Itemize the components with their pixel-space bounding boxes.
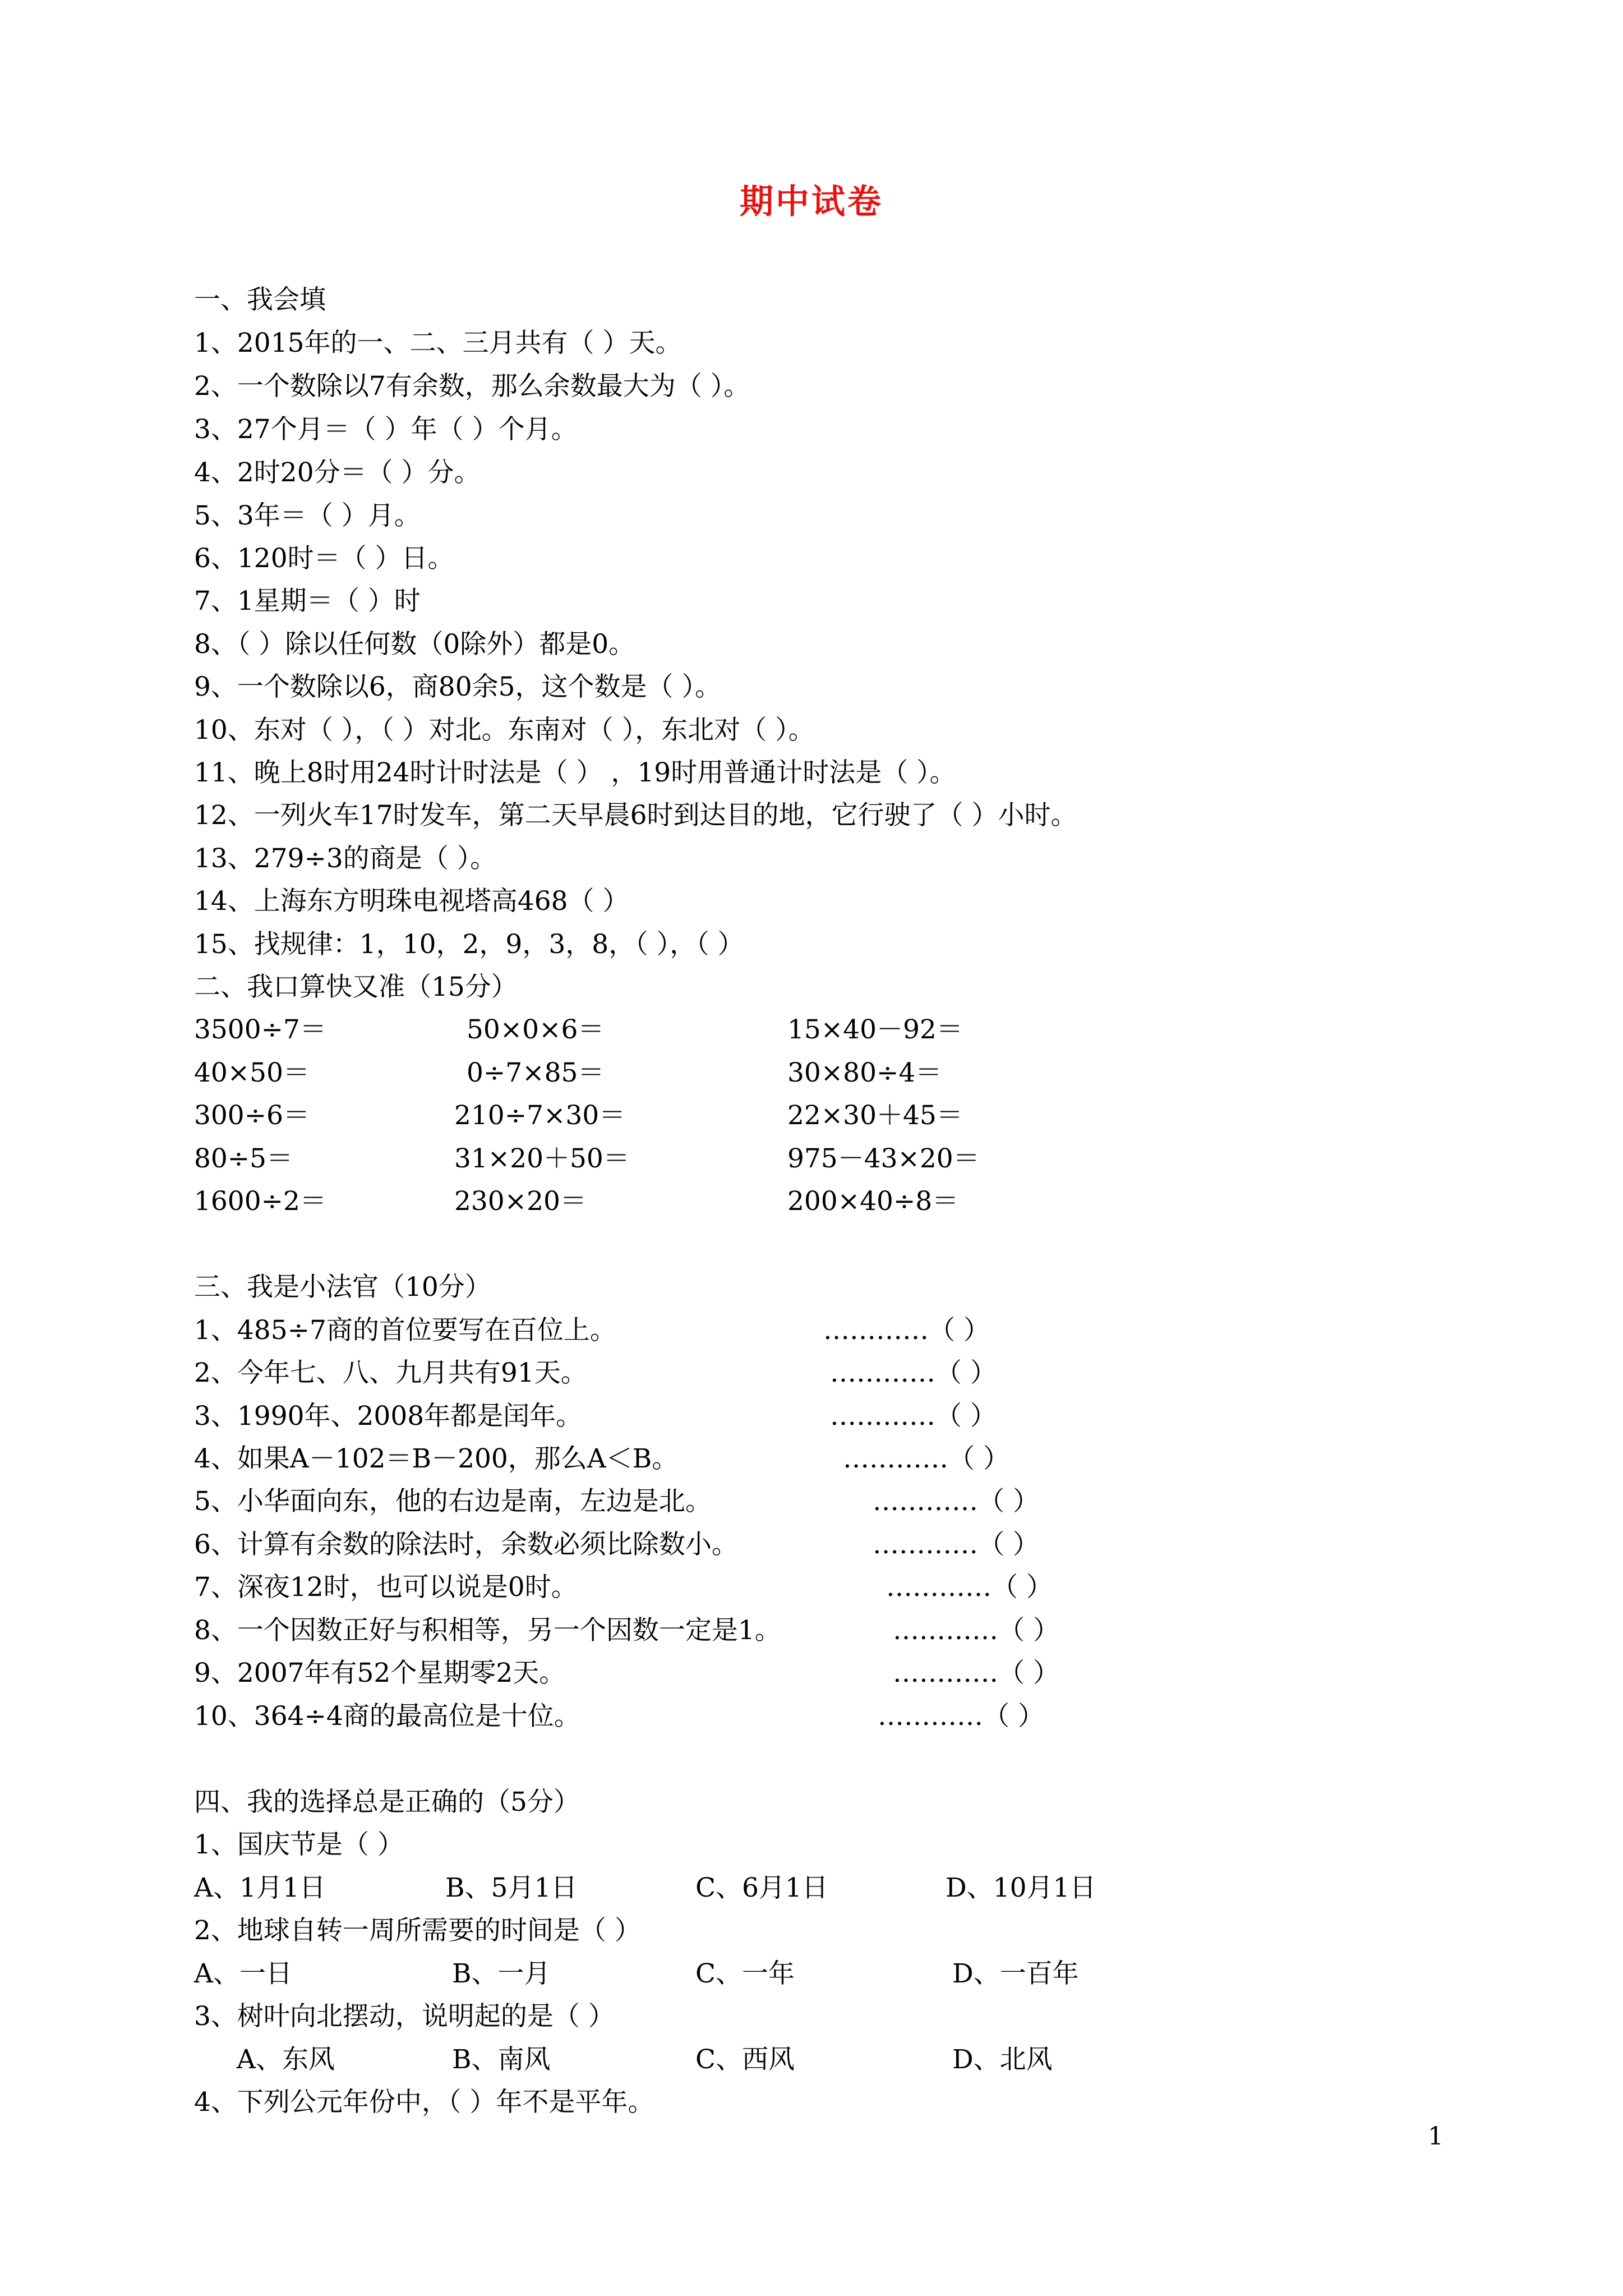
choice-question: 3、树叶向北摆动，说明起的是（ ） <box>194 2001 615 2032</box>
oral-calc-item: 31×20＋50＝ <box>454 1143 630 1174</box>
oral-calc-item: 15×40－92＝ <box>787 1014 963 1045</box>
oral-calc-item: 3500÷7＝ <box>194 1014 326 1045</box>
choice-option: C、一年 <box>695 1958 795 1989</box>
section1-item: 13、279÷3的商是（ ）。 <box>194 843 497 874</box>
choice-option: A、东风 <box>237 2044 335 2075</box>
judge-item: 5、小华面向东，他的右边是南，左边是北。 <box>194 1486 712 1517</box>
section1-item: 8、（ ）除以任何数（0除外）都是0。 <box>194 629 635 660</box>
judge-item: 4、如果A－102＝B－200，那么A＜B。 <box>194 1443 679 1474</box>
judge-item: 1、485÷7商的首位要写在百位上。 <box>194 1315 616 1346</box>
oral-calc-item: 40×50＝ <box>194 1057 310 1088</box>
section1-item: 12、一列火车17时发车，第二天早晨6时到达目的地，它行驶了（ ）小时。 <box>194 800 1077 831</box>
judge-answer-blank: …………（ ） <box>830 1358 997 1388</box>
choice-option: A、1月1日 <box>194 1872 326 1903</box>
section1-item: 1、2015年的一、二、三月共有（ ）天。 <box>194 328 682 358</box>
oral-calc-item: 0÷7×85＝ <box>467 1057 605 1088</box>
section1-item: 6、120时＝（ ）日。 <box>194 543 454 574</box>
judge-answer-blank: …………（ ） <box>823 1315 990 1346</box>
judge-item: 7、深夜12时，也可以说是0时。 <box>194 1572 578 1603</box>
judge-item: 2、今年七、八、九月共有91天。 <box>194 1358 587 1388</box>
choice-option: D、一百年 <box>952 1958 1079 1989</box>
section1-item: 10、东对（ ），（ ）对北。东南对（ ），东北对（ ）。 <box>194 715 815 746</box>
choice-option: C、6月1日 <box>695 1872 828 1903</box>
page-number: 1 <box>1428 2122 1444 2151</box>
page-title: 期中试卷 <box>740 182 883 222</box>
choice-option: B、南风 <box>452 2044 551 2075</box>
choice-option: B、5月1日 <box>445 1872 578 1903</box>
judge-answer-blank: …………（ ） <box>893 1615 1059 1646</box>
section2-heading: 二、我口算快又准（15分） <box>194 972 518 1002</box>
judge-answer-blank: …………（ ） <box>873 1486 1039 1517</box>
oral-calc-item: 210÷7×30＝ <box>454 1100 626 1131</box>
judge-item: 8、一个因数正好与积相等，另一个因数一定是1。 <box>194 1615 781 1646</box>
oral-calc-item: 1600÷2＝ <box>194 1186 326 1217</box>
judge-answer-blank: …………（ ） <box>893 1658 1059 1688</box>
oral-calc-item: 30×80÷4＝ <box>787 1057 942 1088</box>
judge-answer-blank: …………（ ） <box>873 1529 1039 1560</box>
choice-option: C、西风 <box>695 2044 795 2075</box>
choice-question: 2、地球自转一周所需要的时间是（ ） <box>194 1915 641 1946</box>
oral-calc-item: 80÷5＝ <box>194 1143 293 1174</box>
choice-question: 1、国庆节是（ ） <box>194 1829 404 1860</box>
oral-calc-item: 50×0×6＝ <box>467 1014 605 1045</box>
judge-answer-blank: …………（ ） <box>830 1401 997 1432</box>
judge-item: 6、计算有余数的除法时，余数必须比除数小。 <box>194 1529 738 1560</box>
judge-item: 10、364÷4商的最高位是十位。 <box>194 1701 580 1732</box>
judge-item: 3、1990年、2008年都是闰年。 <box>194 1401 583 1432</box>
choice-option: D、北风 <box>952 2044 1053 2075</box>
section1-item: 14、上海东方明珠电视塔高468（ ） <box>194 886 629 917</box>
section1-item: 9、一个数除以6，商80余5，这个数是（ ）。 <box>194 671 721 702</box>
oral-calc-item: 975－43×20＝ <box>787 1143 980 1174</box>
oral-calc-item: 300÷6＝ <box>194 1100 310 1131</box>
judge-item: 9、2007年有52个星期零2天。 <box>194 1658 566 1688</box>
section1-heading: 一、我会填 <box>194 284 326 315</box>
section1-item: 7、1星期＝（ ）时 <box>194 586 421 616</box>
oral-calc-item: 230×20＝ <box>454 1186 587 1217</box>
choice-option: D、10月1日 <box>946 1872 1096 1903</box>
judge-answer-blank: …………（ ） <box>886 1572 1053 1603</box>
section1-item: 15、找规律：1，10，2，9，3，8，（ ），（ ） <box>194 929 744 960</box>
oral-calc-item: 22×30＋45＝ <box>787 1100 963 1131</box>
section3-heading: 三、我是小法官（10分） <box>194 1272 491 1303</box>
section4-heading: 四、我的选择总是正确的（5分） <box>194 1787 580 1818</box>
section1-item: 4、2时20分＝（ ）分。 <box>194 457 481 488</box>
judge-answer-blank: …………（ ） <box>878 1701 1044 1732</box>
section1-item: 3、27个月＝（ ）年（ ）个月。 <box>194 414 578 445</box>
judge-answer-blank: …………（ ） <box>843 1443 1009 1474</box>
oral-calc-item: 200×40÷8＝ <box>787 1186 959 1217</box>
choice-option: B、一月 <box>452 1958 551 1989</box>
section1-item: 5、3年＝（ ）月。 <box>194 500 421 531</box>
choice-option: A、一日 <box>194 1958 292 1989</box>
section1-item: 11、晚上8时用24时计时法是（ ） ，19时用普通计时法是（ ）。 <box>194 757 956 788</box>
section1-item: 2、一个数除以7有余数，那么余数最大为（ ）。 <box>194 371 750 402</box>
choice-question: 4、下列公元年份中，（ ）年不是平年。 <box>194 2087 654 2118</box>
